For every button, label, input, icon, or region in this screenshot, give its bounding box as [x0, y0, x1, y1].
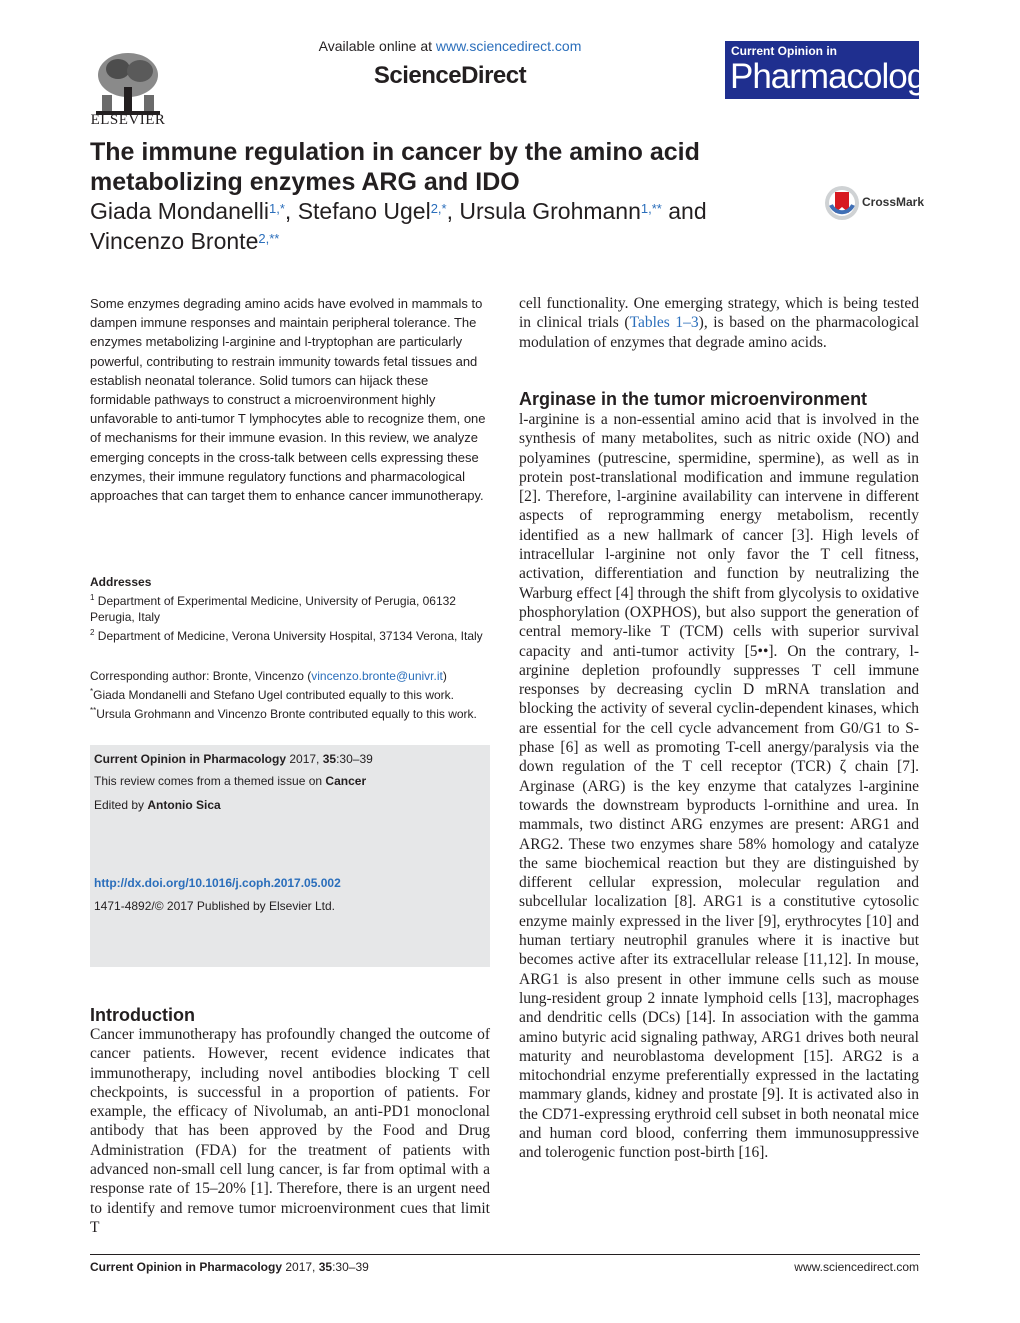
equal-contribution-note-2	[90, 703, 490, 722]
tables-link[interactable]: Tables 1–3	[629, 314, 699, 332]
available-online	[280, 38, 620, 54]
author-name[interactable]: Giada Mondanelli	[90, 198, 270, 224]
author-affiliation[interactable]: 1,**	[640, 201, 662, 216]
address-2-sup: 2	[90, 628, 95, 637]
introduction-text: Cancer immunotherapy has profoundly changed the outcome of cancer patients. However, recent evidence indicates that immunotherapy, including novel antibodies blocking T cell checkpoints, is successful in a proportion of patients. For example, the efficacy of Nivolumab, an anti-PD1 monoclonal antibody that has been approved by the Food and Drug Administration (FDA) for the treatment of patients with advanced non-small cell lung cancer, is far from optimal with a response rate of 15–20% [1]. Therefore, there is an urgent need to identify and remove tumor microenvironment cues that limit T	[90, 1026, 490, 1236]
publisher-name: ELSEVIER	[90, 112, 166, 128]
citation-line	[94, 751, 484, 767]
arginase-text: l-arginine is a non-essential amino acid that is involved in the synthesis of many metabolites, such as nitric oxide (NO) and polyamines (putrescine, spermidine, spermine), as well as in protein post-translational modification and immune regulation [2]. Therefore, l-arginine availability can intervene in different aspects of reprogramming energy metabolism, recently identified as a new hallmark of cancer [3]. High levels of intracellular l-arginine not only favor the T cell fitness, activation, differentiation and function by neutralizing the Warburg effect [4] through the shift from glycolysis to oxidative phosphorylation (OXPHOS), but also support the generation of central memory-like T (TCM) cells with superior survival capacity and anti-tumor activity [5••]. On the contrary, l-arginine depletion profoundly suppresses T cell immune responses by decreasing cyclin D mRNA translation and blocking the activity of several cyclin-dependent kinases, which are essential for the cell cycle advancement from G0/G1 to S-phase [6] as well as promoting T-cell anergy/paralysis via the down regulation of the T cell receptor (TCR) ζ chain [7]. Arginase (ARG) is the key enzyme that catalyzes l-arginine towards the downstream byproducts l-ornithine and urea. In mammals, two distinct ARG enzymes are present: ARG1 and ARG2. These two enzymes share 58% homology and catalyze the same biochemical reaction but they are distinguished by different cellular expression, molecular regulation and subcellular localization [8]. ARG1 is a constitutive cytosolic enzyme mainly expressed in the liver [9], erythrocytes [10] and human tertiary neutrophil granules where it is inactive but becomes active after its extracellular release [11,12]. In mouse, ARG1 is also present in other immune cells such as mouse lung-resident group 2 innate lymphoid cells [13], macrophages and dendritic cells (DCs) [14]. In association with the gamma amino butyric acid signaling pathway, ARG1 drives both neural maturity and neuroblastoma development [15]. ARG2 is a mitochondrial enzyme preferentially expressed in the lactating mammary glands, kidney and prostate [9]. It is activated also in the CD71-expressing erythroid cell subset in both neonatal mice and human cord blood, conferring them immunosuppressive and tolerogenic function post-birth [16].	[519, 411, 919, 1162]
address-1-sup: 1	[90, 593, 95, 602]
citation-pages: :30–39	[336, 752, 373, 766]
corresponding-email-link[interactable]: vincenzo.bronte@univr.it	[311, 669, 443, 683]
theme-prefix: This review comes from a themed issue on	[94, 774, 326, 788]
address-2	[90, 625, 490, 644]
journal-logo-big: Pharmacology	[730, 57, 942, 96]
address-2-text: Department of Medicine, Verona University Hospital, 37134 Verona, Italy	[97, 629, 483, 643]
author-affiliation[interactable]: 2,*	[430, 201, 447, 216]
available-prefix: Available online at	[318, 38, 436, 54]
author-separator: ,	[284, 198, 298, 224]
theme-line	[94, 773, 484, 789]
author-affiliation[interactable]: 1,*	[269, 201, 285, 216]
addresses	[90, 574, 490, 644]
author-name[interactable]: Ursula Grohmann	[459, 198, 641, 224]
author-name[interactable]: Vincenzo Bronte	[90, 228, 259, 254]
article-title: The immune regulation in cancer by the amino acid metabolizing enzymes ARG and IDO	[90, 138, 700, 196]
author-name[interactable]: Stefano Ugel	[297, 198, 431, 224]
crossmark-label[interactable]: CrossMark	[862, 195, 925, 209]
arginase-heading: Arginase in the tumor microenvironment	[519, 389, 868, 409]
note-1-sup: *	[90, 687, 94, 696]
right-text-a: cell functionality. One emerging strategy, which is being tested in clinical trials (	[519, 295, 919, 332]
equal-contribution-note-1	[90, 684, 490, 703]
sciencedirect-link[interactable]: www.sciencedirect.com	[435, 38, 582, 54]
citation-volume: 35	[322, 752, 337, 766]
address-1	[90, 590, 490, 625]
footer-site[interactable]: www.sciencedirect.com	[794, 1260, 919, 1274]
author-separator: ,	[446, 198, 460, 224]
journal-logo-small: Current Opinion in	[731, 44, 837, 58]
abstract: Some enzymes degrading amino acids have evolved in mammals to dampen immune responses and maintain peripheral tolerance. The enzymes metabolizing l-arginine and l-tryptophan are particularly powerful, contributing to restrain immunity towards fetal tissues and establish neonatal tolerance. Solid tumors can hijack these formidable pathways to construct a microenvironment highly unfavorable to anti-tumor T lymphocytes able to recognize them, one of mechanisms for their immune evasion. In this review, we analyze emerging concepts in the cross-talk between cells expressing these enzymes, their immune regulatory functions and pharmacological approaches that can target them to enhance cancer immunotherapy.	[90, 296, 486, 504]
corresponding-prefix: Corresponding author: Bronte, Vincenzo (	[90, 669, 312, 683]
footer-journal: Current Opinion in Pharmacology	[90, 1260, 283, 1274]
addresses-heading: Addresses	[90, 575, 152, 589]
footer-rule	[90, 1254, 920, 1255]
editor-prefix: Edited by	[94, 798, 148, 812]
corresponding-author	[90, 668, 490, 684]
editor-name: Antonio Sica	[147, 798, 221, 812]
citation-year: 2017,	[286, 752, 323, 766]
author-list	[90, 196, 810, 256]
footer-year: 2017,	[282, 1260, 319, 1274]
citation-journal: Current Opinion in Pharmacology	[94, 752, 287, 766]
footer-volume: 35	[318, 1260, 333, 1274]
theme-name: Cancer	[325, 774, 367, 788]
sciencedirect-wordmark: ScienceDirect	[373, 62, 527, 89]
corresponding-suffix: )	[442, 669, 447, 683]
introduction-heading: Introduction	[90, 1005, 195, 1025]
right-text-b: ), is based on the pharmacological modulation of enzymes that degrade amino acids.	[519, 314, 920, 351]
issn-copyright: 1471-4892/© 2017 Published by Elsevier Ltd.	[94, 899, 336, 913]
author-separator: and	[661, 198, 707, 224]
author-affiliation[interactable]: 2,**	[258, 231, 280, 246]
editor-line	[94, 797, 484, 813]
right-column-intro-continued	[519, 294, 919, 352]
correspondence	[90, 668, 490, 722]
journal-logo	[725, 41, 942, 99]
article-info-box	[90, 745, 490, 967]
address-1-text: Department of Experimental Medicine, University of Perugia, 06132 Perugia, Italy	[90, 594, 456, 624]
note-1-text: Giada Mondanelli and Stefano Ugel contributed equally to this work.	[93, 688, 455, 702]
footer-pages: :30–39	[332, 1260, 369, 1274]
note-2-sup: **	[90, 706, 97, 715]
footer-citation	[90, 1260, 369, 1274]
doi-link[interactable]: http://dx.doi.org/10.1016/j.coph.2017.05.002	[94, 876, 341, 890]
note-2-text: Ursula Grohmann and Vincenzo Bronte contributed equally to this work.	[96, 707, 477, 721]
